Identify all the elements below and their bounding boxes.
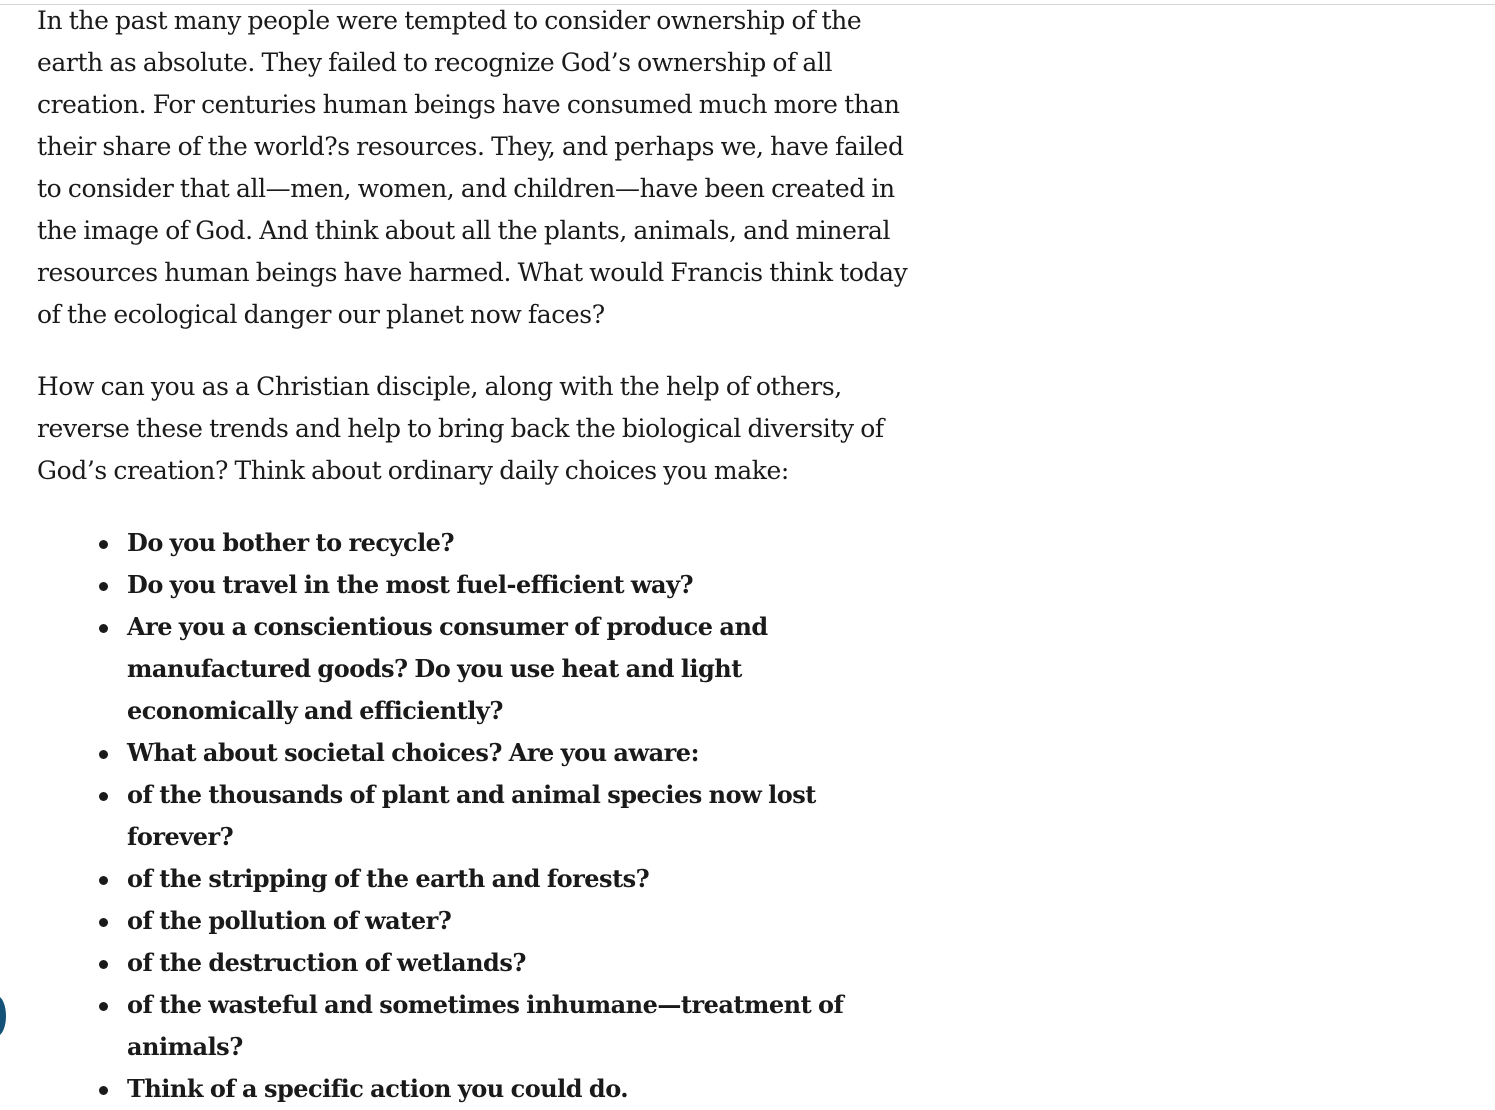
bullet-icon [99, 624, 108, 633]
bullet-icon [99, 1086, 108, 1095]
list-item-text: What about societal choices? Are you aware: [127, 738, 699, 767]
list-item [127, 732, 917, 774]
list-item-text: of the destruction of wetlands? [127, 948, 526, 977]
bullet-icon [99, 540, 108, 549]
list-item [127, 522, 917, 564]
bullet-icon [99, 792, 108, 801]
floating-side-button[interactable] [0, 996, 6, 1036]
list-item [127, 942, 917, 984]
bullet-icon [99, 582, 108, 591]
list-item-text: Think of a specific action you could do. [127, 1074, 629, 1103]
list-item-text: Do you bother to recycle? [127, 528, 455, 557]
list-item [127, 1068, 917, 1110]
list-item [127, 984, 917, 1068]
bullet-icon [99, 876, 108, 885]
list-item-text: Do you travel in the most fuel-efficient way? [127, 570, 694, 599]
list-item [127, 774, 917, 858]
list-item [127, 858, 917, 900]
list-item [127, 900, 917, 942]
bullet-icon [99, 960, 108, 969]
bullet-icon [99, 918, 108, 927]
reflection-question-list [37, 522, 917, 1110]
list-item-text: of the thousands of plant and animal species now lost forever? [127, 780, 816, 851]
list-item [127, 564, 917, 606]
list-item-text: of the wasteful and sometimes inhumane—treatment of animals? [127, 990, 844, 1061]
bullet-icon [99, 1002, 108, 1011]
list-item-text: Are you a conscientious consumer of produce and manufactured goods? Do you use heat and light economically and efficiently? [127, 612, 768, 725]
list-item-text: of the pollution of water? [127, 906, 452, 935]
list-item-text: of the stripping of the earth and forests? [127, 864, 650, 893]
paragraph-disciple: How can you as a Christian disciple, along with the help of others, reverse these trends and help to bring back the biological diversity of God’s creation? Think about ordinary daily choices you make: [37, 372, 884, 485]
article-body [37, 0, 917, 1110]
bullet-icon [99, 750, 108, 759]
paragraph-ownership: In the past many people were tempted to consider ownership of the earth as absolute. They failed to recognize God’s ownership of all creation. For centuries human beings have consumed much more than their share of the world?s resources. They, and perhaps we, have failed to consider that all—men, women, and children—have been created in the image of God. And think about all the plants, animals, and mineral resources human beings have harmed. What would Francis think today of the ecological danger our planet now faces? [37, 6, 908, 329]
list-item [127, 606, 917, 732]
